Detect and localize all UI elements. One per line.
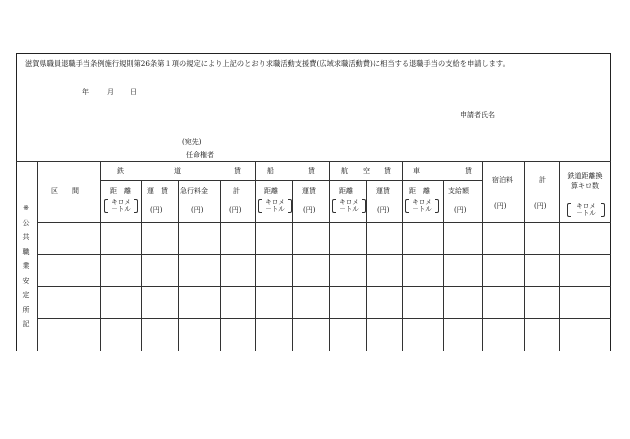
car-paid-yen: (円)	[454, 206, 467, 214]
rail-fare-header: 運 賃	[147, 187, 168, 195]
col-line	[443, 180, 444, 351]
col-line	[559, 161, 560, 351]
total-header: 計	[539, 176, 546, 184]
group-header-line	[100, 180, 482, 181]
car-paid-header: 支給額	[448, 187, 469, 195]
lodging-header: 宿泊料	[492, 176, 513, 184]
air-group-char: 航	[341, 167, 348, 175]
col-line	[292, 180, 293, 351]
ship-distance-unit: キロメ －トル	[262, 199, 288, 213]
air-distance-header: 距離	[339, 187, 353, 195]
total-yen: (円)	[534, 202, 547, 210]
application-statement: 滋賀県職員退職手当条例施行規則第26条第１項の規定により上記のとおり求職活動支援費(広域求職活動費)に相当する退職手当の支給を申請します。	[25, 59, 510, 68]
rail-sum-yen: (円)	[229, 206, 242, 214]
car-group-char: 車	[413, 167, 420, 175]
col-line	[100, 161, 101, 351]
lodging-yen: (円)	[494, 202, 507, 210]
rail-group-char: 賃	[234, 167, 241, 175]
rail-distance-unit: キロメ －トル	[108, 199, 134, 213]
rail-group-char: 道	[174, 167, 181, 175]
date-year-label: 年	[82, 88, 89, 96]
col-line	[329, 161, 330, 351]
rail-express-header: 急行料金	[180, 187, 208, 195]
col-line	[178, 180, 179, 351]
table-top-line	[16, 161, 611, 162]
air-fare-header: 運賃	[376, 187, 390, 195]
date-month-label: 月	[107, 88, 114, 96]
applicant-name-label: 申請者氏名	[460, 111, 495, 119]
rail-sum-header: 計	[233, 187, 240, 195]
rail-express-yen: (円)	[191, 206, 204, 214]
car-distance-header: 距 離	[409, 187, 430, 195]
ship-fare-yen: (円)	[303, 206, 316, 214]
col-line	[37, 161, 38, 351]
col-line	[524, 161, 525, 351]
rail-distance-header: 距 離	[110, 187, 131, 195]
section-header: 区 間	[51, 187, 79, 195]
air-fare-yen: (円)	[377, 206, 390, 214]
col-line	[482, 161, 483, 351]
car-group-char: 賃	[465, 167, 472, 175]
col-line	[366, 180, 367, 351]
col-line	[255, 161, 256, 351]
ship-group-char: 船	[267, 167, 274, 175]
ship-group-char: 賃	[308, 167, 315, 175]
col-line	[220, 180, 221, 351]
car-distance-unit: キロメ －トル	[409, 199, 435, 213]
addressee-name: 任命権者	[186, 151, 214, 159]
rail-group-char: 鉄	[117, 167, 124, 175]
air-distance-unit: キロメ －トル	[336, 199, 362, 213]
addressee-prefix: (宛先)	[182, 138, 202, 146]
rail-km-unit: キロメ －トル	[571, 203, 601, 217]
air-group-char: 賃	[384, 167, 391, 175]
ship-distance-header: 距離	[264, 187, 278, 195]
col-line	[141, 180, 142, 351]
air-group-char: 空	[363, 167, 370, 175]
rail-km-header: 鉄道距離換算キロ数	[567, 172, 603, 190]
public-employment-office-label: ※ 公 共 職 業 安 定 所 記	[22, 204, 30, 328]
ship-fare-header: 運賃	[302, 187, 316, 195]
date-day-label: 日	[130, 88, 137, 96]
rail-fare-yen: (円)	[150, 206, 163, 214]
col-line	[402, 161, 403, 351]
